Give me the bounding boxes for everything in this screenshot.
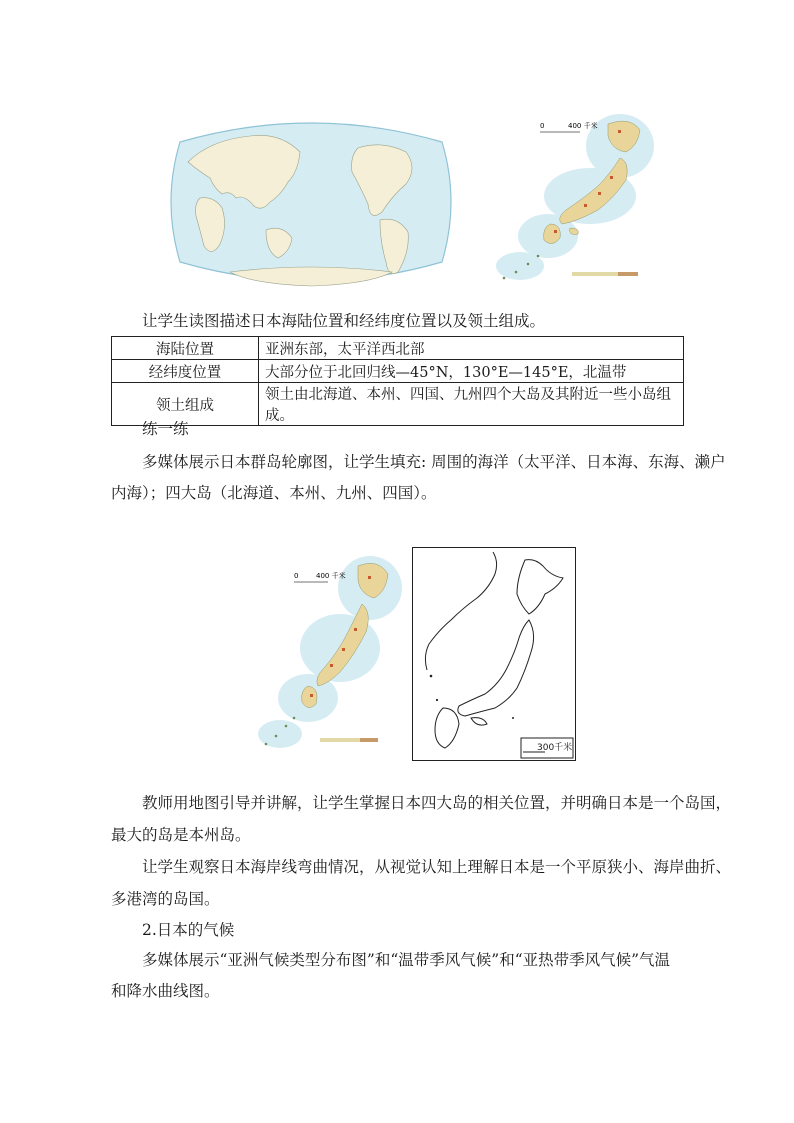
section-heading: 2.日本的气候 bbox=[142, 921, 235, 939]
table-value-cell: 亚洲东部，太平洋西北部 bbox=[259, 337, 684, 360]
svg-text:400 千米: 400 千米 bbox=[316, 572, 346, 580]
table-row bbox=[112, 337, 684, 360]
practice-text-line1: 多媒体展示日本群岛轮廓图，让学生填充: 周围的海洋（太平洋、日本海、东海、濑户 bbox=[142, 453, 726, 471]
japan-physical-map bbox=[480, 106, 672, 296]
teacher-text-line2: 最大的岛是本州岛。 bbox=[111, 826, 251, 844]
world-map bbox=[170, 112, 452, 292]
teacher-text-line1: 教师用地图引导并讲解，让学生掌握日本四大岛的相关位置，并明确日本是一个岛国， bbox=[142, 794, 732, 812]
japan-outline-map bbox=[413, 548, 575, 760]
table-value-cell: 领土由北海道、本州、四国、九州四个大岛及其附近一些小岛组成。 bbox=[259, 383, 684, 426]
japan-physical-map-small bbox=[250, 548, 410, 758]
coast-text-line1: 让学生观察日本海岸线弯曲情况，从视觉认知上理解日本是一个平原狭小、海岸曲折、 bbox=[142, 858, 732, 876]
climate-text-line1: 多媒体展示“亚洲气候类型分布图”和“温带季风气候”和“亚热带季风气候”气温 bbox=[142, 951, 671, 969]
table-value-cell: 大部分位于北回归线—45°N，130°E—145°E，北温带 bbox=[259, 360, 684, 383]
intro-text: 让学生读图描述日本海陆位置和经纬度位置以及领土组成。 bbox=[142, 312, 546, 330]
svg-text:0: 0 bbox=[540, 122, 545, 130]
climate-text-line2: 和降水曲线图。 bbox=[111, 982, 220, 1000]
japan-location-table bbox=[111, 336, 684, 426]
table-label-cell: 领土组成 bbox=[112, 383, 259, 426]
outline-map-scale: 300千米 bbox=[537, 743, 573, 753]
svg-text:400 千米: 400 千米 bbox=[568, 122, 598, 130]
table-row bbox=[112, 360, 684, 383]
practice-heading: 练一练 bbox=[142, 420, 189, 438]
table-label-cell: 经纬度位置 bbox=[112, 360, 259, 383]
svg-text:0: 0 bbox=[294, 572, 299, 580]
outline-map-frame bbox=[412, 547, 576, 761]
coast-text-line2: 多港湾的岛国。 bbox=[111, 890, 220, 908]
table-label-cell: 海陆位置 bbox=[112, 337, 259, 360]
practice-text-line2: 内海）；四大岛（北海道、本州、九州、四国）。 bbox=[111, 484, 437, 502]
table-row bbox=[112, 383, 684, 426]
